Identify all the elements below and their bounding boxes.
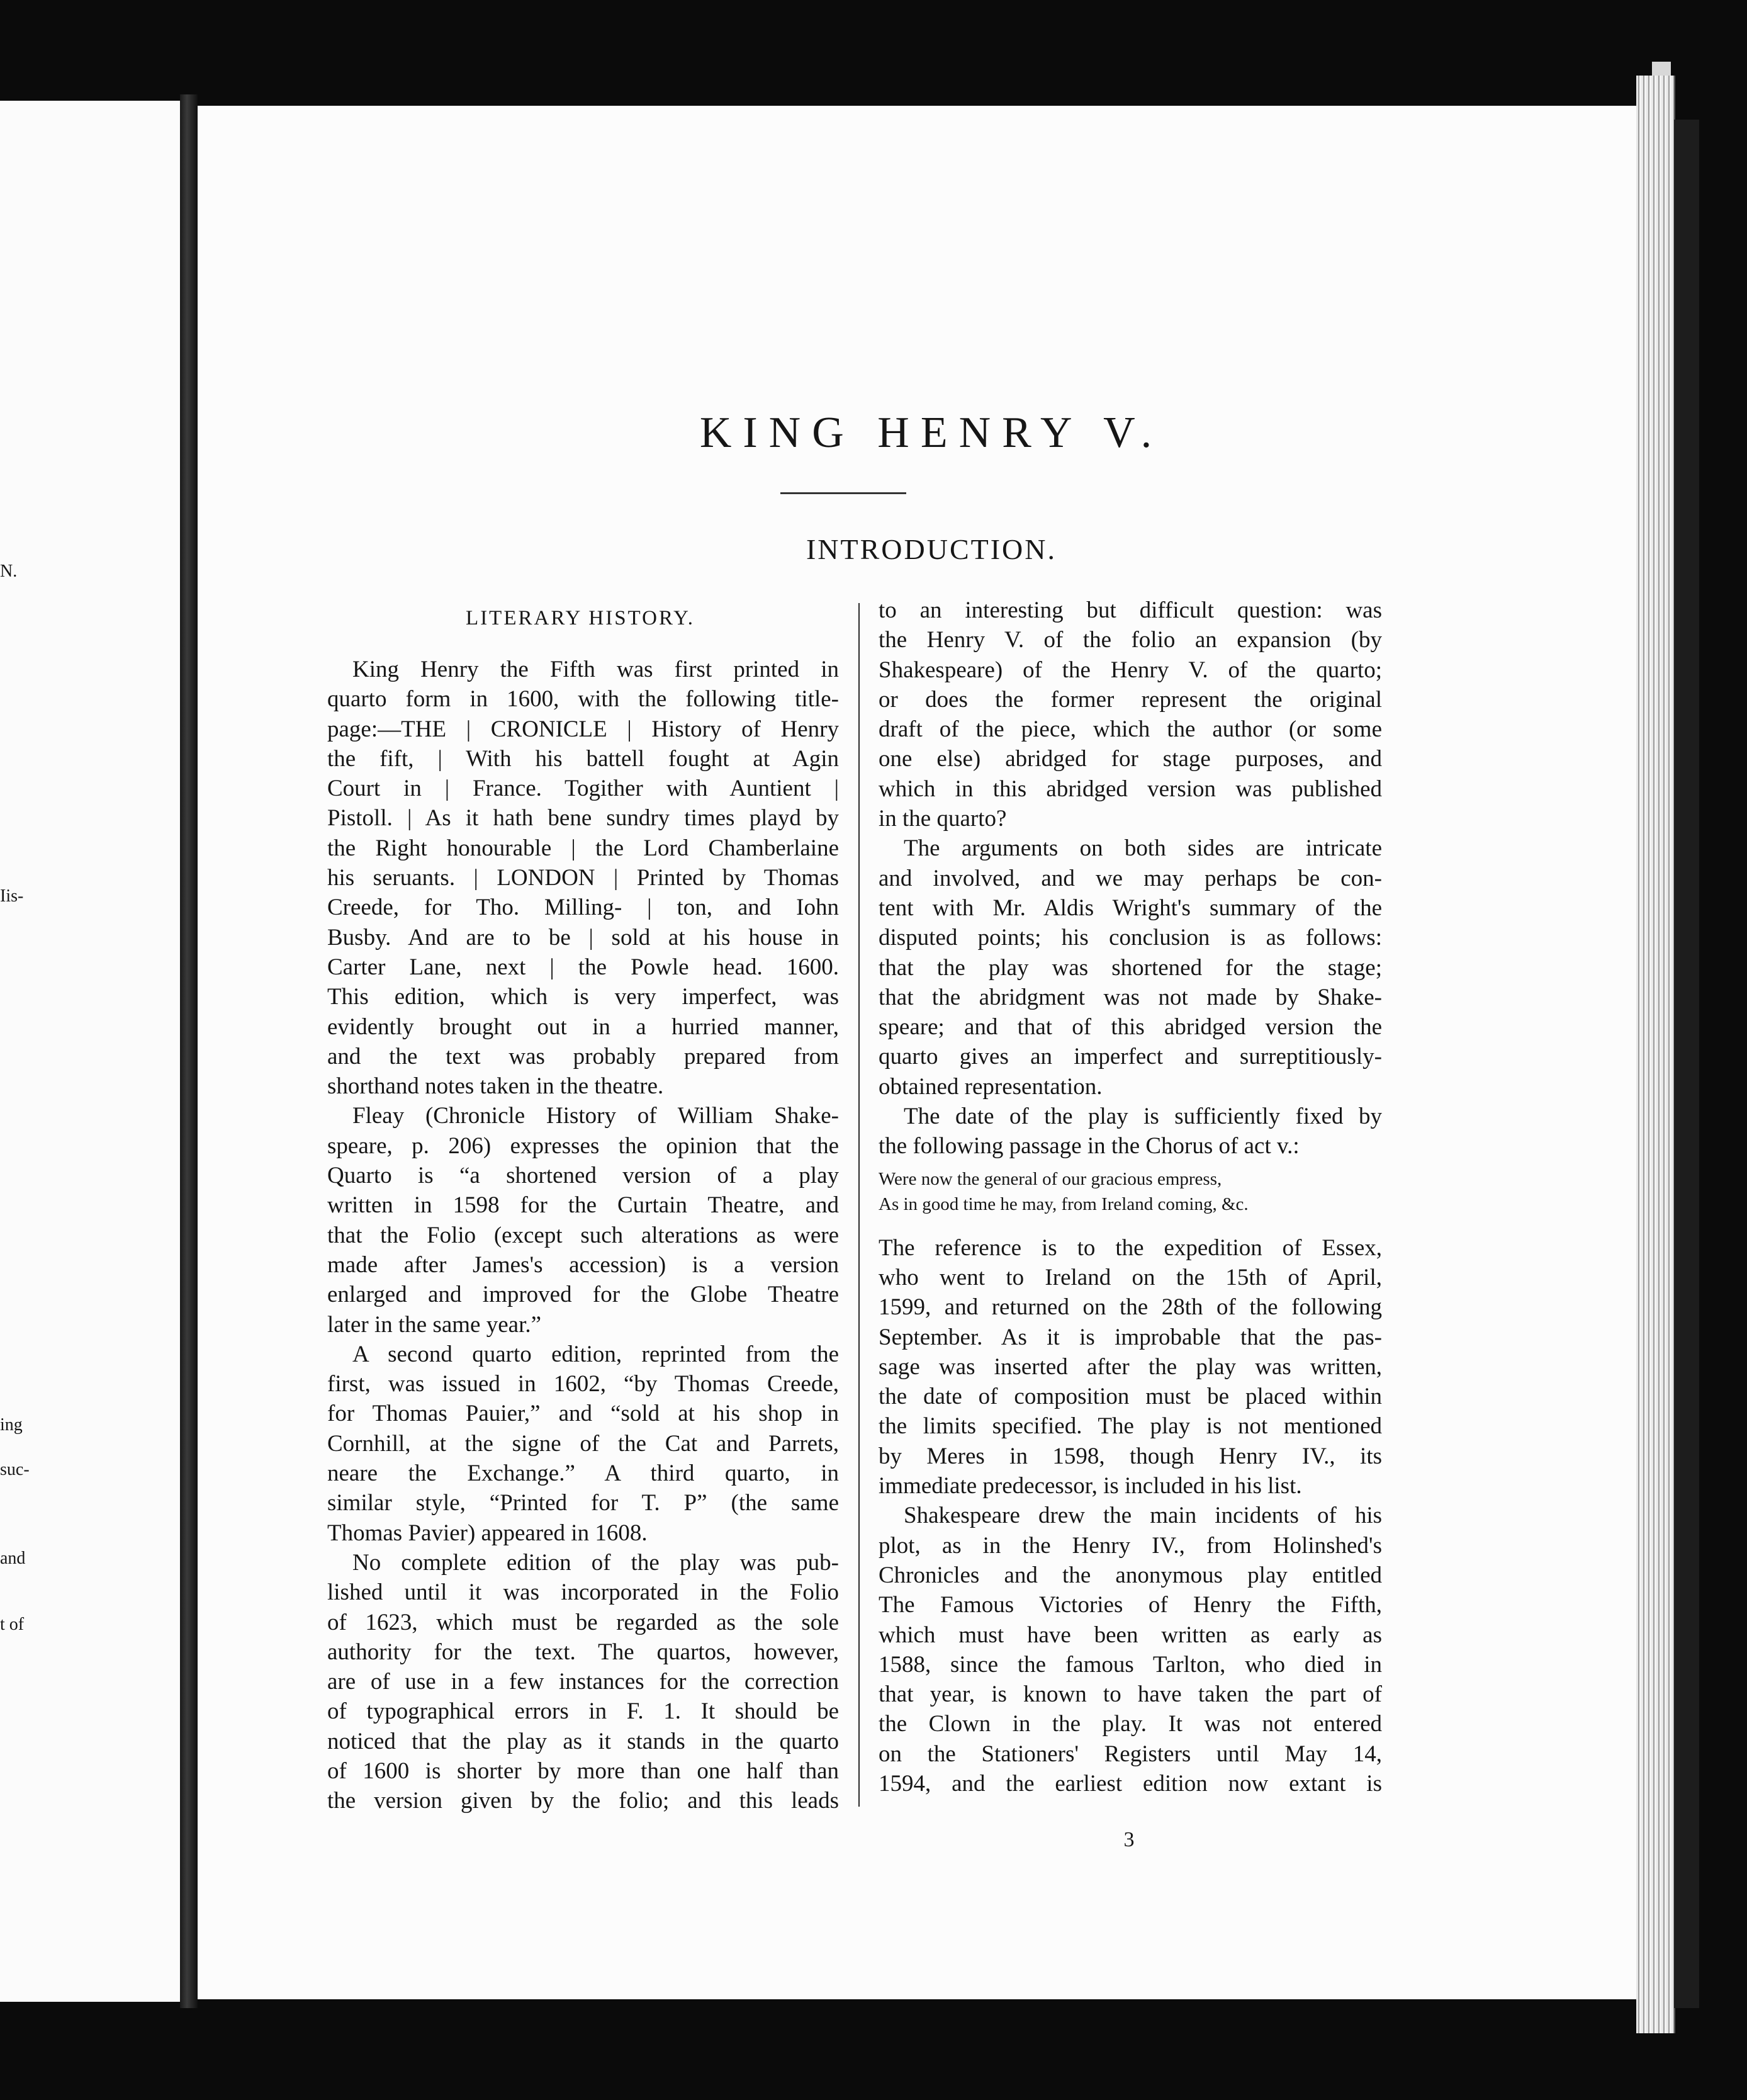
text-line: noticed that the play as it stands in the quarto [327,1728,839,1754]
text-line: The Famous Victories of Henry the Fifth, [879,1592,1382,1618]
text-line: plot, as in the Henry IV., from Holinshed's [879,1532,1382,1559]
text-line: that year, is known to have taken the part of [879,1681,1382,1708]
text-line: speare; and that of this abridged version the [879,1014,1382,1041]
subsection-heading: LITERARY HISTORY. [466,607,695,629]
text-line: on the Stationers' Registers until May 14, [879,1741,1382,1767]
text-line: disputed points; his conclusion is as follows: [879,925,1382,951]
text-line: The arguments on both sides are intricate [904,835,1382,862]
text-line: Thomas Pavier) appeared in 1608. [327,1520,648,1546]
text-line: quarto gives an imperfect and surreptitiously- [879,1044,1382,1070]
text-line: enlarged and improved for the Globe Theatre [327,1282,839,1308]
text-line: The date of the play is sufficiently fixed by [904,1104,1382,1130]
text-line: Chronicles and the anonymous play entitled [879,1562,1382,1588]
text-line: written in 1598 for the Curtain Theatre, and [327,1192,839,1219]
text-line: Shakespeare drew the main incidents of his [904,1503,1382,1529]
text-line: who went to Ireland on the 15th of April, [879,1264,1382,1290]
text-line: A second quarto edition, reprinted from the [352,1341,839,1367]
margin-fragment: N. [0,562,18,581]
text-line: No complete edition of the play was pub- [352,1549,839,1576]
text-line: of 1600 is shorter by more than one half than [327,1758,839,1784]
text-line: 1599, and returned on the 28th of the following [879,1294,1382,1321]
margin-fragment: and [0,1549,26,1568]
page-edges [1636,76,1675,2033]
text-line: lished until it was incorporated in the Folio [327,1579,839,1606]
text-line: the Clown in the play. It was not entered [879,1711,1382,1737]
text-line: the fift, | With his battell fought at Agin [327,745,839,772]
book-gutter [180,94,198,2008]
book-cover-edge [1674,120,1699,2008]
text-line: and involved, and we may perhaps be con- [879,865,1382,891]
text-line: This edition, which is very imperfect, was [327,984,839,1010]
text-line: draft of the piece, which the author (or some [879,716,1382,743]
text-line: first, was issued in 1602, “by Thomas Creede, [327,1371,839,1397]
text-line: Court in | France. Togither with Auntient | [327,776,839,802]
text-line: his seruants. | LONDON | Printed by Thomas [327,865,839,891]
text-line: September. As it is improbable that the pas- [879,1324,1382,1350]
text-line: quarto form in 1600, with the following title- [327,686,839,713]
text-line: Quarto is “a shortened version of a play [327,1163,839,1189]
text-line: Cornhill, at the signe of the Cat and Parrets, [327,1430,839,1457]
text-line: 1594, and the earliest edition now extant is [879,1770,1382,1797]
text-line: that the play was shortened for the stage; [879,954,1382,981]
text-line: similar style, “Printed for T. P” (the same [327,1490,839,1516]
text-line: Carter Lane, next | the Powle head. 1600. [327,954,839,980]
text-line: Creede, for Tho. Milling- | ton, and Iohn [327,895,839,921]
text-line: Pistoll. | As it hath bene sundry times playd by [327,805,839,832]
margin-fragment: Iis- [0,886,24,906]
text-line: the Right honourable | the Lord Chamberlaine [327,835,839,861]
text-line: are of use in a few instances for the correction [327,1669,839,1695]
text-line: in the quarto? [879,806,1007,832]
text-line: which must have been written as early as [879,1622,1382,1648]
text-line: the version given by the folio; and this leads [327,1788,839,1814]
section-heading: INTRODUCTION. [806,533,1057,565]
text-line: Fleay (Chronicle History of William Shake- [352,1103,839,1129]
text-line: and the text was probably prepared from [327,1043,839,1070]
spacer [879,1217,1382,1233]
title-rule [780,492,906,494]
text-line: shorthand notes taken in the theatre. [327,1073,664,1100]
text-line: that the abridgment was not made by Shake- [879,984,1382,1010]
column-divider [858,603,860,1807]
text-line: obtained representation. [879,1073,1103,1100]
text-line: to an interesting but difficult question: was [879,597,1382,623]
text-line: made after James's accession) is a version [327,1251,839,1278]
text-line: by Meres in 1598, though Henry IV., its [879,1443,1382,1469]
quote-line: Were now the general of our gracious empress, [879,1168,1222,1189]
text-line: that the Folio (except such alterations as were [327,1222,839,1248]
text-line: tent with Mr. Aldis Wright's summary of the [879,895,1382,921]
margin-fragment: t of [0,1615,25,1634]
text-line: one else) abridged for stage purposes, and [879,746,1382,772]
spacer [879,1161,1382,1166]
page-title: KING HENRY V. [699,409,1164,457]
page-number: 3 [1123,1828,1135,1851]
quote-line: As in good time he may, from Ireland coming, &c. [879,1194,1249,1214]
text-line: or does the former represent the original [879,686,1382,713]
text-line: The reference is to the expedition of Essex, [879,1234,1382,1261]
text-line: neare the Exchange.” A third quarto, in [327,1460,839,1487]
text-line: the following passage in the Chorus of act v.: [879,1133,1300,1160]
text-line: later in the same year.” [327,1311,542,1338]
text-line: of typographical errors in F. 1. It should be [327,1698,839,1725]
text-line: evidently brought out in a hurried manner, [327,1013,839,1040]
text-line: 1588, since the famous Tarlton, who died in [879,1651,1382,1678]
text-line: speare, p. 206) expresses the opinion that the [327,1132,839,1159]
text-line: sage was inserted after the play was written, [879,1353,1382,1380]
text-line: for Thomas Pauier,” and “sold at his shop in [327,1401,839,1427]
margin-fragment: ing [0,1415,23,1435]
facing-page [0,101,181,2002]
text-line: authority for the text. The quartos, however, [327,1639,839,1665]
right-column [879,596,1382,1798]
text-line: immediate predecessor, is included in his list. [879,1473,1302,1499]
text-line: which in this abridged version was published [879,776,1382,802]
margin-fragment: suc- [0,1460,30,1479]
text-line: King Henry the Fifth was first printed in [352,657,839,682]
text-line: Shakespeare) of the Henry V. of the quarto; [879,657,1382,683]
left-column [327,655,839,1816]
text-line: Busby. And are to be | sold at his house in [327,924,839,951]
text-line: the date of composition must be placed within [879,1384,1382,1410]
text-line: the Henry V. of the folio an expansion (by [879,627,1382,653]
text-line: of 1623, which must be regarded as the sole [327,1609,839,1635]
text-line: the limits specified. The play is not mentioned [879,1413,1382,1440]
text-line: page:—THE | CRONICLE | History of Henry [327,716,839,742]
